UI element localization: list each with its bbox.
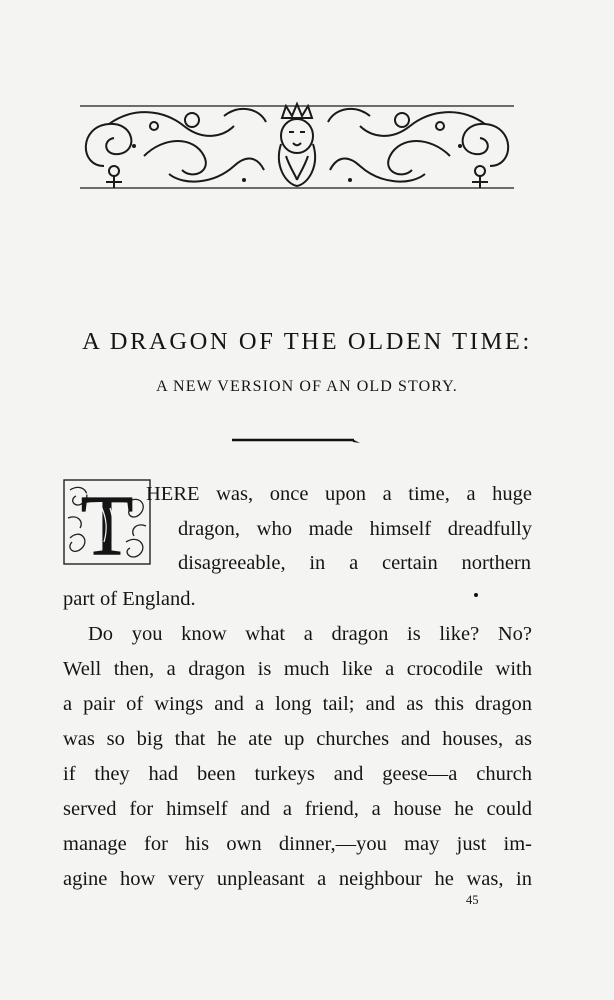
body-line: if they had been turkeys and geese—a church — [63, 763, 532, 785]
ornamental-headpiece-icon — [74, 96, 520, 196]
title-rule-divider — [232, 437, 360, 445]
body-line: served for himself and a friend, a house he could — [63, 798, 532, 820]
body-line: dragon, who made himself dreadfully — [178, 518, 532, 540]
chapter-title: A DRAGON OF THE OLDEN TIME: — [82, 328, 532, 355]
body-line: disagreeable, in a certain northern — [178, 552, 531, 574]
body-line: part of England. — [63, 588, 196, 610]
ornamental-initial-t-icon — [62, 478, 152, 566]
body-line: a pair of wings and a long tail; and as this dragon — [63, 693, 532, 715]
body-line: was so big that he ate up churches and houses, as — [63, 728, 532, 750]
body-line: manage for his own dinner,—you may just im- — [63, 833, 532, 855]
body-line: Do you know what a dragon is like? No? — [88, 623, 532, 645]
ink-speck — [474, 593, 478, 597]
body-line: agine how very unpleasant a neighbour he was, in — [63, 868, 532, 890]
page-number: 45 — [466, 893, 479, 907]
body-line: Well then, a dragon is much like a crocodile with — [63, 658, 532, 680]
chapter-subtitle: A NEW VERSION OF AN OLD STORY. — [156, 378, 458, 395]
svg-text:T: T — [80, 478, 134, 566]
body-line: HERE was, once upon a time, a huge — [146, 483, 532, 505]
